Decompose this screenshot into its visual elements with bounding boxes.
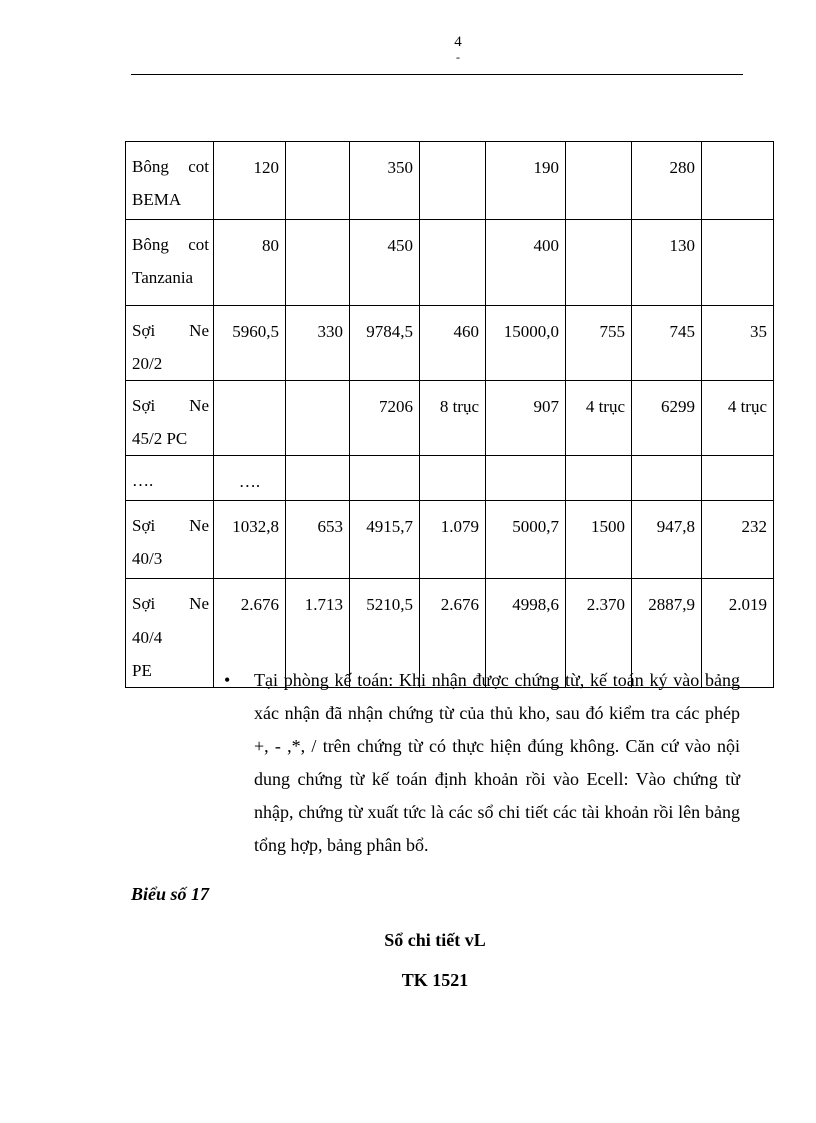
item-name-line2: PE xyxy=(132,661,152,680)
value-cell: 2.676 xyxy=(214,579,286,688)
value-cell: …. xyxy=(214,456,286,501)
item-name-line1: Sợi Ne xyxy=(132,321,209,340)
value-cell: 4 trục xyxy=(702,381,774,456)
value-cell: 6299 xyxy=(632,381,702,456)
value-cell: 400 xyxy=(486,220,566,306)
value-cell: 907 xyxy=(486,381,566,456)
value-cell: 460 xyxy=(420,306,486,381)
value-cell: 7206 xyxy=(350,381,420,456)
value-cell: 1500 xyxy=(566,501,632,579)
value-cell: 190 xyxy=(486,142,566,220)
item-name-cell xyxy=(126,579,214,688)
value-cell: 350 xyxy=(350,142,420,220)
item-name-line2: 40/3 xyxy=(132,549,163,568)
value-cell xyxy=(214,381,286,456)
inventory-table xyxy=(125,141,774,688)
table-row xyxy=(126,142,774,220)
note-text: Tại phòng kế toán: Khi nhận được chứng từ, kế toán ký vào bảng xác nhận đã nhận chứng từ của thủ kho, sau đó kiểm tra các phép +, - ,*, / trên chứng từ có thực hiện đúng không. Căn cứ vào nội dung chứng từ kế toán định khoản rồi vào Ecell: Vào chứng từ nhập, chứng từ xuất tức là các sổ chi tiết các tài khoản rồi lên bảng tổng hợp, bảng phân bổ. xyxy=(254,670,740,855)
bullet-icon: • xyxy=(224,670,231,690)
item-name-cell xyxy=(126,220,214,306)
page-number-dash: - xyxy=(456,50,460,64)
value-cell xyxy=(566,142,632,220)
value-cell xyxy=(566,220,632,306)
value-cell xyxy=(286,220,350,306)
value-cell: 280 xyxy=(632,142,702,220)
value-cell: 330 xyxy=(286,306,350,381)
value-cell: 9784,5 xyxy=(350,306,420,381)
value-cell: 450 xyxy=(350,220,420,306)
item-name-line2: 45/2 PC xyxy=(132,429,188,448)
value-cell: 1.713 xyxy=(286,579,350,688)
ledger-title: Sổ chi tiết vL xyxy=(384,930,486,950)
item-name-line1: …. xyxy=(132,471,154,490)
page-number: 4 xyxy=(454,34,462,50)
value-cell: 4 trục xyxy=(566,381,632,456)
value-cell: 120 xyxy=(214,142,286,220)
value-cell xyxy=(420,220,486,306)
value-cell xyxy=(702,142,774,220)
item-name-line2: 20/2 xyxy=(132,354,163,373)
value-cell: 745 xyxy=(632,306,702,381)
value-cell: 15000,0 xyxy=(486,306,566,381)
value-cell: 5960,5 xyxy=(214,306,286,381)
item-name-line1: Bông cot xyxy=(132,157,209,176)
item-name-cell xyxy=(126,456,214,501)
value-cell: 2.676 xyxy=(420,579,486,688)
value-cell xyxy=(350,456,420,501)
value-cell xyxy=(286,142,350,220)
form-label: Biểu số 17 xyxy=(131,884,210,904)
value-cell: 2.370 xyxy=(566,579,632,688)
accounting-note xyxy=(224,664,740,862)
item-name-cell xyxy=(126,381,214,456)
value-cell: 80 xyxy=(214,220,286,306)
item-name-line1: Sợi Ne xyxy=(132,516,209,535)
table-row xyxy=(126,306,774,381)
item-name-cell xyxy=(126,142,214,220)
value-cell: 947,8 xyxy=(632,501,702,579)
value-cell: 8 trục xyxy=(420,381,486,456)
account-code: TK 1521 xyxy=(401,970,469,990)
value-cell: 5210,5 xyxy=(350,579,420,688)
table-row xyxy=(126,501,774,579)
value-cell xyxy=(286,456,350,501)
table-row xyxy=(126,456,774,501)
value-cell: 653 xyxy=(286,501,350,579)
value-cell xyxy=(702,220,774,306)
value-cell: 755 xyxy=(566,306,632,381)
header-rule xyxy=(131,74,743,75)
value-cell: 1032,8 xyxy=(214,501,286,579)
value-cell xyxy=(420,456,486,501)
item-name-cell xyxy=(126,501,214,579)
item-name-line1: Sợi Ne xyxy=(132,396,209,415)
item-name-cell xyxy=(126,306,214,381)
value-cell: 130 xyxy=(632,220,702,306)
item-name-line2: Tanzania xyxy=(132,268,194,287)
value-cell xyxy=(632,456,702,501)
item-name-line1: Sợi Ne 40/4 xyxy=(132,594,209,647)
value-cell xyxy=(286,381,350,456)
value-cell: 4998,6 xyxy=(486,579,566,688)
value-cell: 35 xyxy=(702,306,774,381)
value-cell: 4915,7 xyxy=(350,501,420,579)
table-row xyxy=(126,381,774,456)
value-cell xyxy=(486,456,566,501)
item-name-line1: Bông cot xyxy=(132,235,209,254)
value-cell: 1.079 xyxy=(420,501,486,579)
value-cell: 2.019 xyxy=(702,579,774,688)
value-cell: 2887,9 xyxy=(632,579,702,688)
value-cell: 5000,7 xyxy=(486,501,566,579)
item-name-line2: BEMA xyxy=(132,190,182,209)
value-cell xyxy=(702,456,774,501)
value-cell xyxy=(566,456,632,501)
value-cell: 232 xyxy=(702,501,774,579)
value-cell xyxy=(420,142,486,220)
table-row xyxy=(126,220,774,306)
